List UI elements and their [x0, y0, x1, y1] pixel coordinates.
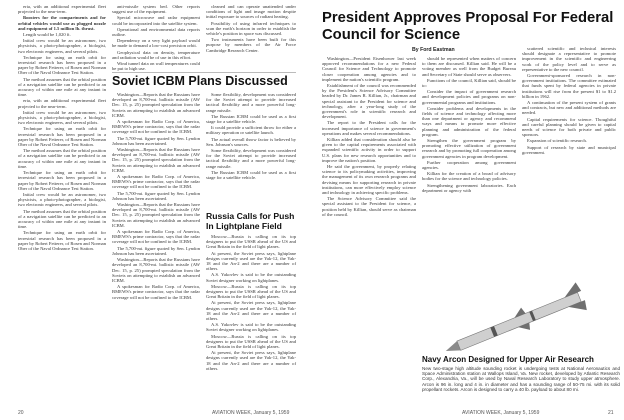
russia-para: A.S. Yakovlev is said to be the outstanding Soviet designer working on lightplanes. — [206, 322, 296, 333]
soviet-para: A spokesman for Radio Corp. of America, BMEWS's prime contractor, says that the radar coverage will not be confined to the ICBM. — [112, 284, 200, 300]
right-col3-para: scattered scientific and technical interests should designate a representative to promote improvement in the scientific and engineering work of the policy level and to serve as representative to the new council. — [522, 46, 616, 72]
left-col2-para: Geophysical data on density, temperature and radiation would be of use in this effort. — [112, 49, 200, 60]
box-caption: New two-stage high altitude sounding rocket is undergoing tests at National Aeronautics and Space Administration station at Wallops Island, Va. New rocket, developed by Atlantic Research Corp., Alexandria, Va., will be used by Naval Research Laboratory to study upper atmosphere. Arcon is 96 in. long and 4 in. in diameter and has a sounding range of 50-75 mi. with its solid propellant rockets. Arcon is designed to carry a 40 lb. payload to about 80 mi. — [422, 366, 620, 392]
left-col1-para: The method assumes that the orbital position of a navigation satellite can be predicted to an accuracy of within one mile at any instant in time. — [18, 208, 106, 230]
soviet-para: Washington—Reports that the Russians have developed an 8,700-mi. ballistic missile (AW Dec. 15, p. 25) prompted speculation from the Soviets on attempting to establish an advanced ICBM. — [112, 147, 200, 173]
right-col2-para: should be represented when matters of concern to them are discussed. Killian said. He will be a voting member as well from the Budget Bureau and Secretary of State should serve as observers. — [422, 56, 516, 77]
russia-headline: Russia Calls for Push In Lightplane Field — [206, 211, 295, 231]
left-col1-para: Technique for using an earth orbit for terrestrial research has been proposed in a paper by Robert Fetterer, of Rosen and Norman Ober of the Naval Ordnance Test Station. — [18, 170, 106, 191]
left-col1-para: Technique for using an earth orbit for terrestrial research has been proposed in a paper by Robert Fetterer, of Rosen and Norman Ober of the Naval Ordnance Test Station. — [18, 126, 106, 148]
right-page — [312, 0, 624, 420]
russia-para: Moscow—Russia is calling on its top designers to put the USSR ahead of the US and Great Britain in the field of light planes. — [206, 283, 296, 300]
soviet-para: Washington—Reports that the Russians have developed an 8,700-mi. ballistic missile (AW Dec. 15, p. 25) prompted speculation from the Soviets on attempting to establish an advanced ICBM. — [112, 257, 200, 283]
left-folio: 20 — [18, 410, 24, 416]
russia-para: A.S. Yakovlev is said to be the outstanding Soviet designer working on lightplanes. — [206, 272, 296, 283]
right-col2 — [422, 56, 516, 282]
soviet-para: Washington—Reports that the Russians have developed an 8,700-mi. ballistic missile (AW Dec. 15, p. 25) prompted speculation from the Soviets on attempting to establish an advanced ICBM. — [112, 202, 200, 228]
right-col1-para: Establishment of the council was recommended by the President's Science Advisory Committee headed by Dr. James R. Killian, Jr., chairman and special assistant to the President for science and technology, after a year-long study of the government's role in scientific research and development. — [322, 83, 416, 120]
russia-para: At present, the Soviet press says, lightplane designs currently used are the Yak-12, the Yak-18 and the An-2 and there are a number of others. — [206, 300, 296, 322]
left-col1-para: Boosters for the compartments and for orbital vehicles would use as plugged nozzle and equipment of 1.5 million lb. thrust. — [18, 15, 106, 31]
byline: By Ford Eastman — [412, 47, 455, 53]
soviet-para: A spokesman for Radio Corp. of America, BMEWS's prime contractor, says that the radar coverage will not be confined to the ICBM. — [112, 174, 200, 190]
soviet-para: It could provide a sufficient throw for either a military operation or satellite launch. — [206, 125, 296, 136]
divider — [112, 72, 296, 73]
soviet-para: Washington—Reports that the Russians have developed an 8,700-mi. ballistic missile (AW Dec. 15, p. 25) prompted speculation from the Soviets on attempting to establish an advanced ICBM. — [112, 92, 200, 118]
left-col1 — [18, 4, 106, 404]
left-col2-para: anti-missile system bed. Other reports suggest use of the equipment. — [112, 4, 200, 15]
left-col1-para: Technique for using an earth orbit for terrestrial research has been proposed in a paper by Robert Fetterer, of Rosen and Norman Ober of the Naval Ordnance Test Station. — [18, 230, 106, 251]
left-col1-para: Length would be 1,020 ft. — [23, 32, 71, 38]
right-col3-para: Expansion of scientific research. — [527, 138, 587, 144]
right-footer: AVIATION WEEK, January 5, 1959 — [462, 410, 540, 416]
right-col1-para: The report to the President calls for the increased importance of science in government's operations and makes several recommendations. — [322, 120, 416, 136]
right-col1-para: He said the government, by properly relating science to its policymaking activities, improving the management of its own research programs and devising means for supporting research in private institutions, can more effectively employ science and technology in achieving specific problems. — [322, 164, 416, 196]
left-col1-para: eria, with an additional experimental fleet projected to the near-term. — [18, 98, 106, 109]
russia-para: Moscow—Russia is calling on its top designers to put the USSR ahead of the US and Great Britain in the field of light planes. — [206, 333, 296, 350]
right-col1-para: Washington—President Eisenhower last week approved recommendations for a new Federal Council for Science and Technology to promote closer cooperation among agencies and to implement the nation's scientific program. — [322, 56, 416, 82]
left-col1-para: Initial crew would be an astronomer, two physicists, a photo-photographer, a biologist, two electronic engineers, and several pilots. — [18, 38, 106, 54]
right-col2-para: Strengthening government laboratories. Each department or agency with — [422, 182, 516, 193]
left-col2-para: Wind tunnel data on wall temperatures could be put to high use. — [112, 61, 200, 72]
box-title: Navy Arcon Designed for Upper Air Research — [422, 355, 594, 364]
right-folio: 21 — [608, 410, 614, 416]
left-col1-para: Initial crew would be an astronomer, two physicists, a photo-photographer, a biologist, two electronic engineers, and several pilots. — [18, 109, 106, 126]
soviet-headline: Soviet ICBM Plans Discussed — [112, 74, 288, 88]
right-col2-para: Functions of the council, Killian said, should be to: — [422, 77, 516, 89]
left-col2-para: Special microwave and radar equipment could be incorporated into the satellite system. — [112, 15, 200, 26]
russia-para: Moscow—Russia is calling on its top designers to put the USSR ahead of the US and Great Britain in the field of light planes. — [206, 234, 296, 250]
right-col1-para: Killian added that consideration should also be given to the capital requirements associated with expanded scientific activity in order to support U.S. plans for new research opportunities and to improve the nation's position. — [322, 137, 416, 163]
left-col3-para: Two instruments have been built for this purpose by members of the Air Force Cambridge Research Center. — [206, 37, 296, 53]
right-col2-para: Strengthen the government program by promoting effective utilization of government research and by promoting full cooperation among government agencies in program development. — [422, 138, 516, 159]
left-col1-para: The method assumes that the orbital position of a navigation satellite can be predicted to an accuracy of within one mile at any instant in time. — [18, 148, 106, 169]
right-col2-para: Consider the impact of government research and development policies and programs on non-governmental programs and institutions. — [422, 89, 516, 105]
left-col1-para: Initial crew would be an astronomer, two physicists, a photo-photographer, a biologist, two electronic engineers, and several pilots. — [18, 191, 106, 208]
soviet-para: Some flexibility, development was considered for the Soviet attempt to provide increased tactical flexibility and a more powerful long-range missile. — [206, 148, 296, 169]
right-col1 — [322, 56, 416, 402]
left-col2-para: Dependency on a very light payload would be made to demand a low-cost precision orbit. — [112, 38, 200, 49]
soviet-col2 — [112, 92, 200, 402]
left-col3-top — [206, 4, 296, 68]
soviet-para: A spokesman for Radio Corp. of America, BMEWS's prime contractor, says that the radar coverage will not be confined to the ICBM. — [112, 119, 200, 135]
left-footer: AVIATION WEEK, January 5, 1959 — [212, 410, 290, 416]
soviet-para: The 5,700-mi. figure quoted by Sen. Lyndon Johnson has been ascertained. — [112, 135, 200, 146]
left-col3-para: cleaned and can operate unattended under conditions of light and image motion despite initial exposure to sources of radiant heating. — [206, 4, 296, 20]
right-col3-para: Capital requirements for science. Thoughtful and careful planning should be given to capital needs of science for both private and public sponsors. — [522, 116, 616, 138]
soviet-para: The Russian ICBM could be used as a first stage for a satellite vehicle. — [206, 113, 296, 125]
left-col1-para: eria, with an additional experimental fleet projected to the near-term. — [18, 4, 106, 15]
right-col3-para: Support of research by state and municipal government. — [522, 144, 616, 155]
soviet-para: The 5,700-mi. figure quoted by Sen. Lyndon Johnson has been ascertained. — [112, 245, 200, 256]
left-col2-para: Operational and environmental data reports outline. — [112, 26, 200, 38]
left-col3-para: Possibility of using infrared techniques to scan the earth's horizon in order to establish the vehicle's position in space was discussed. — [206, 20, 296, 37]
right-col3-para: Government-sponsored research in non-government institutions. The committee estimated that funds spent by federal agencies in private institutions will rise from the present $1 to $1.2 billion in 1962. — [522, 73, 616, 99]
right-col2-para: Killian for the creation of a broad of advisory bodies for the science and technology policies. — [422, 171, 516, 182]
russia-col3 — [206, 234, 296, 404]
arcon-rocket-photo — [420, 288, 620, 354]
page-headline: President Approves Proposal For Federal Council for Science — [322, 10, 614, 43]
soviet-para: The actual overall throw factor is believed by Sen. Johnson's sources. — [206, 136, 296, 147]
russia-para: At present, the Soviet press says, lightplane designs currently used are the Yak-12, the Yak-18 and the An-2 and there are a number of others. — [206, 350, 296, 371]
right-col2-para: Further cooperation among government agencies. — [422, 159, 516, 171]
soviet-para: Some flexibility, development was considered for the Soviet attempt to provide increased tactical flexibility and a more powerful long-range missile. — [206, 92, 296, 113]
right-col2-para: Consider problems and developments in the fields of science and technology affecting more than one department or agency and recommend ways and means to promote more effective planning and administration of the federal program. — [422, 105, 516, 137]
left-col1-para: The method assumes that the orbital position of a navigation satellite can be predicted to an accuracy of within one mile at any instant in time. — [18, 76, 106, 98]
soviet-para: The Russian ICBM could be used as a first stage for a satellite vehicle. — [206, 169, 296, 181]
soviet-para: A spokesman for Radio Corp. of America, BMEWS's prime contractor, says that the radar coverage will not be confined to the ICBM. — [112, 229, 200, 245]
right-col1-para: The Science Advisory Committee said the special assistant to the President for science, a position held by Killian, should serve as chairman of the council. — [322, 196, 416, 217]
left-col1-para: Technique for using an earth orbit for terrestrial research has been proposed in a paper by Robert Fetterer, of Rosen and Norman Ober of the Naval Ordnance Test Station. — [18, 54, 106, 76]
soviet-col3 — [206, 92, 296, 208]
right-col3-para: A continuation of the present system of grants and contracts, but new and additional methods are needed. — [522, 100, 616, 116]
russia-para: At present, the Soviet press says, lightplane designs currently used are the Yak-12, the Yak-18 and the An-2 and there are a number of others. — [206, 250, 296, 272]
left-col2-top — [112, 4, 200, 72]
soviet-para: The 5,700-mi. figure quoted by Sen. Lyndon Johnson has been ascertained. — [112, 190, 200, 201]
right-col3 — [522, 46, 616, 282]
